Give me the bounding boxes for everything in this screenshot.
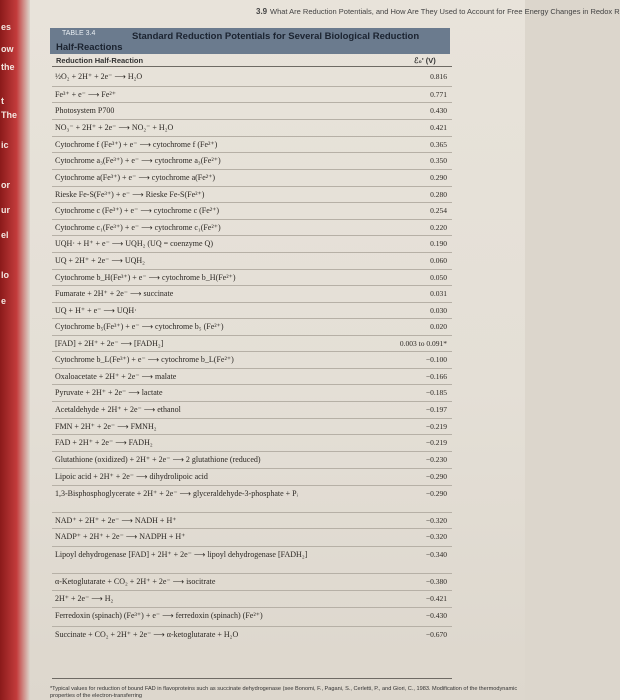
reduction-potential: 0.050	[430, 273, 447, 282]
margin-fragment: lo	[1, 270, 9, 280]
table-row	[52, 173, 492, 187]
row-rule	[52, 335, 452, 336]
table-row	[52, 455, 492, 469]
reduction-potential: 0.280	[430, 190, 447, 199]
half-reaction: [FAD] + 2H⁺ + 2e⁻ ⟶ [FADH₂]	[55, 339, 164, 348]
row-rule	[52, 512, 452, 513]
half-reaction: Cytochrome c₁(Fe³⁺) + e⁻ ⟶ cytochrome c₁(Fe²⁺)	[55, 223, 221, 232]
row-rule	[52, 418, 452, 419]
reduction-potential: −0.340	[425, 550, 447, 559]
table-row	[52, 532, 492, 546]
half-reaction: UQ + H⁺ + e⁻ ⟶ UQH·	[55, 306, 137, 315]
row-rule	[52, 169, 452, 170]
row-rule	[52, 302, 452, 303]
row-rule	[52, 202, 452, 203]
row-rule	[52, 607, 452, 608]
table-header-banner	[50, 28, 450, 54]
half-reaction: NAD⁺ + 2H⁺ + 2e⁻ ⟶ NADH + H⁺	[55, 516, 177, 525]
column-header-potential: ℰ₀' (V)	[414, 56, 436, 65]
margin-fragment: ow	[1, 44, 14, 54]
row-rule	[52, 318, 452, 319]
half-reaction: 1,3-Bisphosphoglycerate + 2H⁺ + 2e⁻ ⟶ glyceraldehyde-3-phosphate + Pᵢ	[55, 489, 298, 498]
table-row	[52, 239, 492, 253]
half-reaction: Lipoic acid + 2H⁺ + 2e⁻ ⟶ dihydrolipoic acid	[55, 472, 208, 481]
table-row	[52, 630, 492, 644]
row-rule	[52, 626, 452, 627]
reduction-potential: 0.771	[430, 90, 447, 99]
margin-fragment: e	[1, 296, 7, 306]
row-rule	[52, 451, 452, 452]
column-header-reaction: Reduction Half-Reaction	[56, 56, 144, 65]
row-rule	[52, 368, 452, 369]
table-footnote: *Typical values for reduction of bound FAD in flavoproteins such as succinate dehydrogenase (see Bonomi, F., Pagani, S., Cerletti, P., and Giori, C., 1983. Modification of the thermodynamic properties of the electron-transferring	[50, 686, 518, 699]
reduction-potential: 0.816	[430, 72, 447, 81]
row-rule	[52, 590, 452, 591]
reduction-potential: −0.320	[425, 532, 447, 541]
half-reaction: NO₃⁻ + 2H⁺ + 2e⁻ ⟶ NO₂⁻ + H₂O	[55, 123, 174, 132]
table-row	[52, 611, 492, 625]
half-reaction: Fe³⁺ + e⁻ ⟶ Fe²⁺	[55, 90, 116, 99]
row-rule	[52, 102, 452, 103]
reduction-potential: 0.430	[430, 106, 447, 115]
table-row	[52, 594, 492, 608]
reduction-potential: 0.060	[430, 256, 447, 265]
margin-fragment: ur	[1, 205, 10, 215]
margin-fragment: el	[1, 230, 9, 240]
table-row	[52, 355, 492, 369]
table-bottom-rule	[52, 678, 452, 679]
row-rule	[52, 285, 452, 286]
table-row	[52, 438, 492, 452]
half-reaction: Fumarate + 2H⁺ + 2e⁻ ⟶ succinate	[55, 289, 174, 298]
table-row	[52, 388, 492, 402]
reduction-potential: −0.219	[425, 438, 447, 447]
row-rule	[52, 485, 452, 486]
half-reaction: Photosystem P700	[55, 106, 115, 115]
reduction-potential: −0.380	[425, 577, 447, 586]
reduction-potential: 0.220	[430, 223, 447, 232]
row-rule	[52, 528, 452, 529]
half-reaction: Cytochrome c (Fe³⁺) + e⁻ ⟶ cytochrome c (Fe²⁺)	[55, 206, 220, 215]
row-rule	[52, 434, 452, 435]
table-title: Standard Reduction Potentials for Several Biological Reduction	[132, 31, 420, 42]
row-rule	[52, 546, 452, 547]
row-rule	[52, 152, 452, 153]
half-reaction: α-Ketoglutarate + CO₂ + 2H⁺ + 2e⁻ ⟶ isocitrate	[55, 577, 216, 586]
table-label: TABLE 3.4	[62, 30, 96, 37]
table-row	[52, 322, 492, 336]
table-row	[52, 577, 492, 591]
table-row	[52, 405, 492, 419]
section-number: 3.9	[256, 7, 268, 16]
half-reaction: Cytochrome b_H(Fe³⁺) + e⁻ ⟶ cytochrome b_H(Fe²⁺)	[55, 273, 236, 282]
reduction-potential: 0.365	[430, 140, 447, 149]
header-rule	[52, 66, 452, 67]
reduction-potential: −0.421	[425, 594, 447, 603]
half-reaction: ½O₂ + 2H⁺ + 2e⁻ ⟶ H₂O	[55, 72, 143, 81]
table-row	[52, 256, 492, 270]
half-reaction: Cytochrome a(Fe³⁺) + e⁻ ⟶ cytochrome a(Fe²⁺)	[55, 173, 216, 182]
margin-fragment: the	[1, 62, 15, 72]
half-reaction: Cytochrome b₅(Fe³⁺) + e⁻ ⟶ cytochrome b₅ (Fe²⁺)	[55, 322, 224, 331]
half-reaction: Rieske Fe-S(Fe³⁺) + e⁻ ⟶ Rieske Fe-S(Fe²⁺)	[55, 190, 205, 199]
row-rule	[52, 573, 452, 574]
reduction-potential: −0.100	[425, 355, 447, 364]
half-reaction: Cytochrome b_L(Fe³⁺) + e⁻ ⟶ cytochrome b_L(Fe²⁺)	[55, 355, 234, 364]
left-page-edge	[0, 0, 30, 700]
reduction-potential: 0.254	[430, 206, 447, 215]
margin-fragment: The	[1, 110, 18, 120]
half-reaction: Succinate + CO₂ + 2H⁺ + 2e⁻ ⟶ α-ketoglutarate + H₂O	[55, 630, 239, 639]
reduction-potential: 0.020	[430, 322, 447, 331]
table-row	[52, 72, 492, 86]
row-rule	[52, 136, 452, 137]
half-reaction: Cytochrome a₃(Fe³⁺) + e⁻ ⟶ cytochrome a₃(Fe²⁺)	[55, 156, 221, 165]
half-reaction: Lipoyl dehydrogenase [FAD] + 2H⁺ + 2e⁻ ⟶ lipoyl dehydrogenase [FADH₂]	[55, 550, 308, 559]
half-reaction: Ferredoxin (spinach) (Fe³⁺) + e⁻ ⟶ ferredoxin (spinach) (Fe²⁺)	[55, 611, 263, 620]
reduction-potential: 0.003 to 0.091*	[399, 339, 447, 348]
half-reaction: UQ + 2H⁺ + 2e⁻ ⟶ UQH₂	[55, 256, 145, 265]
reduction-potential: 0.350	[430, 156, 447, 165]
reduction-potential: −0.219	[425, 422, 447, 431]
margin-fragment: t	[1, 96, 4, 106]
table-row	[52, 123, 492, 137]
running-head	[30, 0, 620, 22]
row-rule	[52, 384, 452, 385]
reduction-potential: −0.320	[425, 516, 447, 525]
reduction-potential: 0.290	[430, 173, 447, 182]
table-row	[52, 289, 492, 303]
row-rule	[52, 119, 452, 120]
half-reaction: Oxaloacetate + 2H⁺ + 2e⁻ ⟶ malate	[55, 372, 177, 381]
reduction-potential: −0.197	[425, 405, 447, 414]
half-reaction: Glutathione (oxidized) + 2H⁺ + 2e⁻ ⟶ 2 glutathione (reduced)	[55, 455, 261, 464]
reduction-potential: −0.166	[425, 372, 447, 381]
reduction-potential: 0.031	[430, 289, 447, 298]
running-head-text: What Are Reduction Potentials, and How Are They Used to Account for Free Energy Changes in Redox R	[270, 7, 620, 16]
margin-fragment: es	[1, 22, 12, 32]
reduction-potential: −0.185	[425, 388, 447, 397]
margin-fragment: ic	[1, 140, 9, 150]
table-row	[52, 550, 492, 564]
reduction-potential: 0.190	[430, 239, 447, 248]
table-row	[52, 156, 492, 170]
half-reaction: Cytochrome f (Fe³⁺) + e⁻ ⟶ cytochrome f (Fe²⁺)	[55, 140, 218, 149]
row-rule	[52, 186, 452, 187]
half-reaction: 2H⁺ + 2e⁻ ⟶ H₂	[55, 594, 114, 603]
row-rule	[52, 86, 452, 87]
reduction-potential: −0.290	[425, 489, 447, 498]
half-reaction: NADP⁺ + 2H⁺ + 2e⁻ ⟶ NADPH + H⁺	[55, 532, 186, 541]
table-row	[52, 206, 492, 220]
reduction-potential: −0.290	[425, 472, 447, 481]
half-reaction: Acetaldehyde + 2H⁺ + 2e⁻ ⟶ ethanol	[55, 405, 181, 414]
half-reaction: FAD + 2H⁺ + 2e⁻ ⟶ FADH₂	[55, 438, 153, 447]
half-reaction: UQH· + H⁺ + e⁻ ⟶ UQH₂ (UQ = coenzyme Q)	[55, 239, 213, 248]
table-row	[52, 106, 492, 120]
table-row	[52, 472, 492, 486]
half-reaction: Pyruvate + 2H⁺ + 2e⁻ ⟶ lactate	[55, 388, 163, 397]
row-rule	[52, 351, 452, 352]
row-rule	[52, 235, 452, 236]
table-row	[52, 489, 492, 503]
reduction-potential: −0.430	[425, 611, 447, 620]
row-rule	[52, 269, 452, 270]
row-rule	[52, 401, 452, 402]
reduction-potential: −0.670	[425, 630, 447, 639]
row-rule	[52, 468, 452, 469]
half-reaction: FMN + 2H⁺ + 2e⁻ ⟶ FMNH₂	[55, 422, 157, 431]
row-rule	[52, 252, 452, 253]
reduction-potential: 0.030	[430, 306, 447, 315]
margin-fragment: or	[1, 180, 10, 190]
reduction-potential: 0.421	[430, 123, 447, 132]
reduction-potential: −0.230	[425, 455, 447, 464]
book-page	[30, 0, 620, 700]
table-subtitle: Half-Reactions	[56, 42, 123, 53]
row-rule	[52, 219, 452, 220]
